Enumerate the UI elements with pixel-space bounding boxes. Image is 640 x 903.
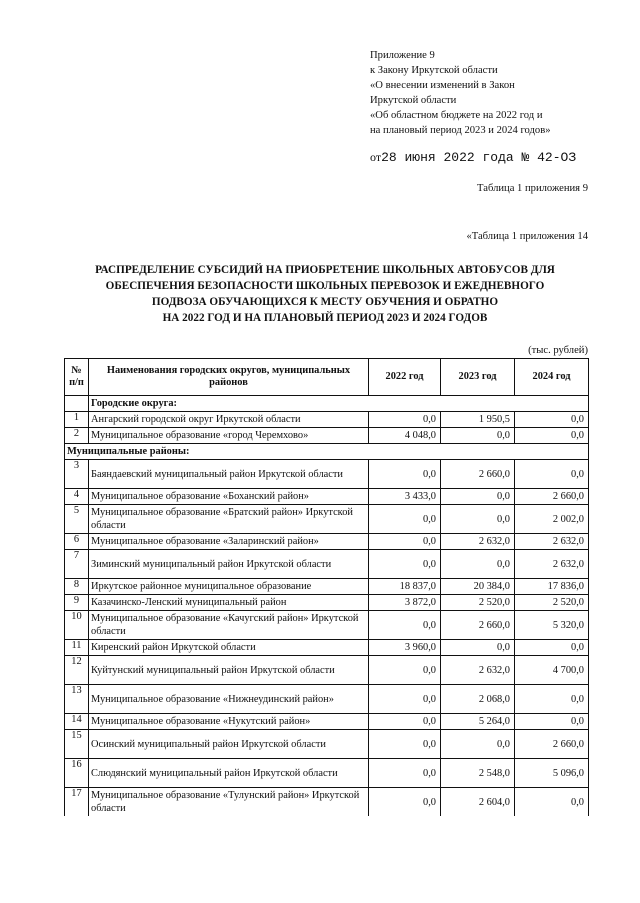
row-2022: 18 837,0	[369, 579, 441, 595]
row-num: 12	[65, 656, 89, 685]
title-line: НА 2022 ГОД И НА ПЛАНОВЫЙ ПЕРИОД 2023 И 2024 ГОДОВ	[162, 312, 488, 324]
title-line: РАСПРЕДЕЛЕНИЕ СУБСИДИЙ НА ПРИОБРЕТЕНИЕ ШКОЛЬНЫХ АВТОБУСОВ ДЛЯ	[95, 264, 555, 276]
row-2023: 0,0	[441, 730, 515, 759]
table-row	[65, 685, 589, 714]
row-2024: 0,0	[515, 428, 589, 444]
section-label: Городские округа:	[89, 396, 589, 412]
row-2024: 0,0	[515, 460, 589, 489]
row-2022: 0,0	[369, 714, 441, 730]
row-2022: 0,0	[369, 656, 441, 685]
row-num: 13	[65, 685, 89, 714]
row-2024: 2 632,0	[515, 550, 589, 579]
table-header-row	[65, 359, 589, 396]
row-name: Муниципальное образование «Нукутский район»	[89, 714, 369, 730]
header-line: «О внесении изменений в Закон	[370, 80, 515, 91]
row-2022: 3 433,0	[369, 489, 441, 505]
row-2024: 0,0	[515, 412, 589, 428]
row-2023: 0,0	[441, 428, 515, 444]
row-2023: 1 950,5	[441, 412, 515, 428]
table-reference: Таблица 1 приложения 9	[477, 183, 588, 194]
row-2024: 2 660,0	[515, 489, 589, 505]
table-row	[65, 640, 589, 656]
row-2023: 2 660,0	[441, 460, 515, 489]
row-2024: 5 096,0	[515, 759, 589, 788]
row-num: 7	[65, 550, 89, 579]
header-line: «Об областном бюджете на 2022 год и	[370, 110, 543, 121]
row-2024: 0,0	[515, 640, 589, 656]
header-line: Приложение 9	[370, 50, 435, 61]
row-2024: 2 660,0	[515, 730, 589, 759]
title-line: ПОДВОЗА ОБУЧАЮЩИХСЯ К МЕСТУ ОБУЧЕНИЯ И ОБРАТНО	[151, 296, 499, 308]
row-name: Зиминский муниципальный район Иркутской области	[89, 550, 369, 579]
row-2022: 0,0	[369, 460, 441, 489]
col-header-2023: 2023 год	[441, 359, 515, 396]
table-row	[65, 579, 589, 595]
row-num: 11	[65, 640, 89, 656]
row-2023: 2 604,0	[441, 788, 515, 817]
row-num: 14	[65, 714, 89, 730]
section-row-municipal	[65, 444, 589, 460]
table-row	[65, 714, 589, 730]
table-row	[65, 412, 589, 428]
row-num: 10	[65, 611, 89, 640]
row-num: 5	[65, 505, 89, 534]
table-row	[65, 428, 589, 444]
row-num: 6	[65, 534, 89, 550]
row-2023: 2 068,0	[441, 685, 515, 714]
row-name: Муниципальное образование «Тулунский район» Иркутской области	[89, 788, 369, 817]
row-2022: 0,0	[369, 550, 441, 579]
date-prefix: от	[370, 150, 382, 164]
row-name: Слюдянский муниципальный район Иркутской области	[89, 759, 369, 788]
col-header-2022: 2022 год	[369, 359, 441, 396]
row-2023: 2 632,0	[441, 656, 515, 685]
row-2022: 0,0	[369, 412, 441, 428]
date-value: 28 июня 2022 года № 42-ОЗ	[381, 150, 577, 165]
table-row	[65, 505, 589, 534]
row-name: Муниципальное образование «Качугский район» Иркутской области	[89, 611, 369, 640]
row-2024: 2 632,0	[515, 534, 589, 550]
section-label: Муниципальные районы:	[65, 444, 589, 460]
table-row	[65, 788, 589, 817]
row-2023: 20 384,0	[441, 579, 515, 595]
table-row	[65, 611, 589, 640]
row-2023: 0,0	[441, 550, 515, 579]
row-2022: 0,0	[369, 534, 441, 550]
table-row	[65, 489, 589, 505]
title-line: ОБЕСПЕЧЕНИЯ БЕЗОПАСНОСТИ ШКОЛЬНЫХ ПЕРЕВОЗОК И ЕЖЕДНЕВНОГО	[105, 280, 545, 292]
row-2024: 0,0	[515, 788, 589, 817]
subsidy-table	[64, 358, 589, 816]
header-line: на плановый период 2023 и 2024 годов»	[370, 125, 551, 136]
row-2023: 2 520,0	[441, 595, 515, 611]
row-2022: 3 872,0	[369, 595, 441, 611]
row-name: Ангарский городской округ Иркутской области	[89, 412, 369, 428]
row-name: Куйтунский муниципальный район Иркутской области	[89, 656, 369, 685]
row-2023: 2 632,0	[441, 534, 515, 550]
table-row	[65, 730, 589, 759]
row-num: 3	[65, 460, 89, 489]
row-num: 8	[65, 579, 89, 595]
row-2024: 4 700,0	[515, 656, 589, 685]
row-2023: 2 660,0	[441, 611, 515, 640]
row-2024: 0,0	[515, 685, 589, 714]
row-num: 4	[65, 489, 89, 505]
row-2024: 17 836,0	[515, 579, 589, 595]
row-2023: 0,0	[441, 489, 515, 505]
section-row-urban	[65, 396, 589, 412]
row-name: Осинский муниципальный район Иркутской области	[89, 730, 369, 759]
row-name: Казачинско-Ленский муниципальный район	[89, 595, 369, 611]
row-num: 16	[65, 759, 89, 788]
row-2022: 0,0	[369, 505, 441, 534]
col-header-2024: 2024 год	[515, 359, 589, 396]
units-label: (тыс. рублей)	[528, 345, 588, 356]
row-name: Муниципальное образование «Заларинский район»	[89, 534, 369, 550]
row-name: Муниципальное образование «Нижнеудинский район»	[89, 685, 369, 714]
row-2022: 0,0	[369, 730, 441, 759]
row-2023: 0,0	[441, 505, 515, 534]
row-2022: 0,0	[369, 611, 441, 640]
row-2022: 0,0	[369, 685, 441, 714]
row-2024: 0,0	[515, 714, 589, 730]
row-num: 15	[65, 730, 89, 759]
row-num: 9	[65, 595, 89, 611]
col-header-num: № п/п	[65, 359, 89, 396]
row-2022: 3 960,0	[369, 640, 441, 656]
row-2024: 2 520,0	[515, 595, 589, 611]
law-date	[370, 150, 576, 165]
row-name: Муниципальное образование «Братский район» Иркутской области	[89, 505, 369, 534]
row-name: Иркутское районное муниципальное образование	[89, 579, 369, 595]
table-row	[65, 460, 589, 489]
table-row	[65, 550, 589, 579]
row-2023: 0,0	[441, 640, 515, 656]
row-2024: 2 002,0	[515, 505, 589, 534]
row-num: 17	[65, 788, 89, 817]
row-num: 1	[65, 412, 89, 428]
row-name: Баяндаевский муниципальный район Иркутской области	[89, 460, 369, 489]
header-line: Иркутской области	[370, 95, 457, 106]
row-num: 2	[65, 428, 89, 444]
header-line: к Закону Иркутской области	[370, 65, 498, 76]
table-row	[65, 759, 589, 788]
row-2022: 0,0	[369, 759, 441, 788]
table-row	[65, 595, 589, 611]
row-name: Киренский район Иркутской области	[89, 640, 369, 656]
table-reference-quoted: «Таблица 1 приложения 14	[466, 231, 588, 242]
row-2024: 5 320,0	[515, 611, 589, 640]
table-row	[65, 534, 589, 550]
row-2022: 4 048,0	[369, 428, 441, 444]
col-header-name: Наименования городских округов, муниципальных районов	[89, 359, 369, 396]
row-2022: 0,0	[369, 788, 441, 817]
table-row	[65, 656, 589, 685]
row-2023: 2 548,0	[441, 759, 515, 788]
row-2023: 5 264,0	[441, 714, 515, 730]
appendix-header	[370, 48, 610, 138]
document-title	[40, 262, 610, 326]
row-name: Муниципальное образование «Боханский район»	[89, 489, 369, 505]
row-name: Муниципальное образование «город Черемхово»	[89, 428, 369, 444]
